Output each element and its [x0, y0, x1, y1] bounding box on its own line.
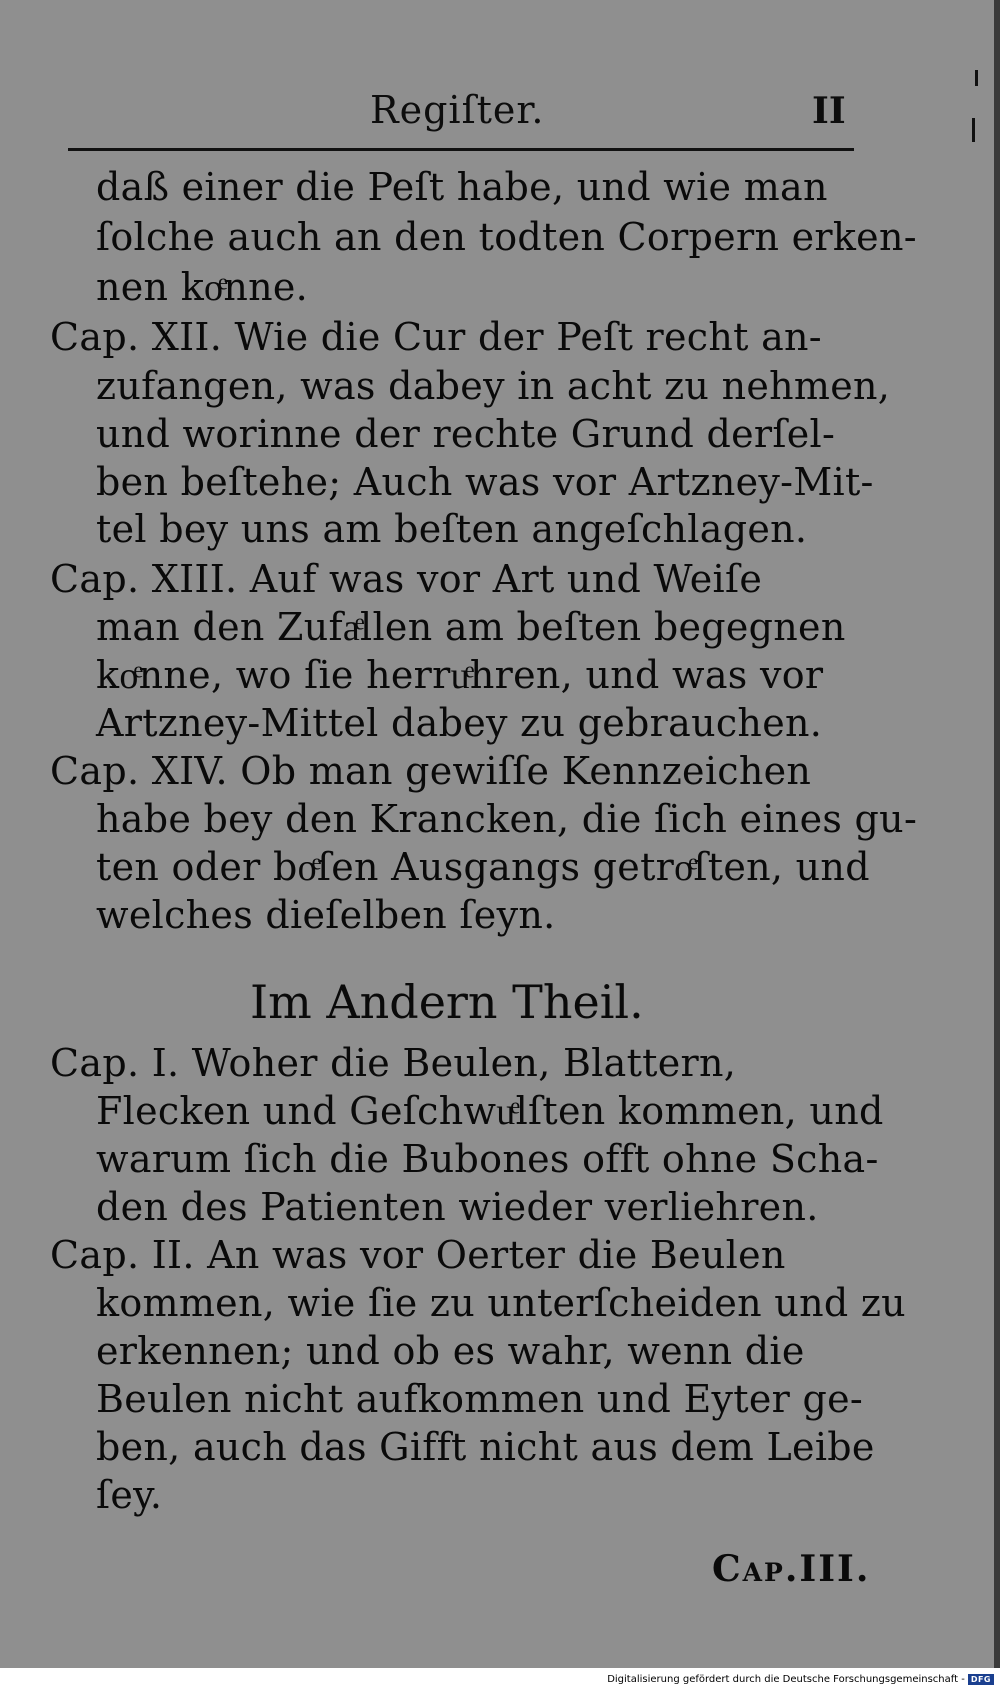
text-line: ben beſtehe; Auch was vor Artzney-Mit- — [96, 460, 874, 504]
chapter-entry-i: Cap. I. Woher die Beulen, Blattern, — [50, 1041, 737, 1085]
catchword: Cap.III. — [712, 1548, 871, 1590]
text-line: erkennen; und ob es wahr, wenn die — [96, 1329, 805, 1373]
running-head: Regiſter. — [370, 88, 545, 132]
text-line: ben, auch das Gifft nicht aus dem Leibe — [96, 1425, 875, 1469]
chapter-entry-xii: Cap. XII. Wie die Cur der Peſt recht an- — [50, 315, 822, 359]
text-line: Flecken und Geſchwuͤlſten kommen, und — [96, 1089, 884, 1133]
chapter-entry-ii: Cap. II. An was vor Oerter die Beulen — [50, 1233, 786, 1277]
text-line: nen koͤnne. — [96, 265, 309, 309]
text-line: kommen, wie ſie zu unterſcheiden und zu — [96, 1281, 906, 1325]
header-rule — [68, 148, 854, 151]
text-line: koͤnne, wo ſie herruͤhren, und was vor — [96, 653, 824, 697]
text-line: den des Patienten wieder verliehren. — [96, 1185, 819, 1229]
text-line: welches dieſelben ſeyn. — [96, 893, 556, 937]
text-line: tel bey uns am beſten angeſchlagen. — [96, 507, 808, 551]
text-line: daß einer die Peſt habe, und wie man — [96, 165, 828, 209]
text-line: habe bey den Krancken, die ſich eines gu- — [96, 797, 918, 841]
edge-mark — [972, 118, 975, 142]
footer-text: Digitalisierung gefördert durch die Deutsche Forschungsgemeinschaft - — [607, 1674, 965, 1685]
chapter-entry-xiv: Cap. XIV. Ob man gewiſſe Kennzeichen — [50, 749, 812, 793]
text-line: Beulen nicht aufkommen und Eyter ge- — [96, 1377, 864, 1421]
page-edge-shadow — [994, 0, 1000, 1668]
text-line: ten oder boͤſen Ausgangs getroͤſten, und — [96, 845, 870, 889]
text-line: zufangen, was dabey in acht zu nehmen, — [96, 364, 891, 408]
section-heading: Im Andern Theil. — [250, 975, 644, 1029]
digitization-footer — [607, 1674, 994, 1685]
edge-mark — [975, 70, 978, 86]
dfg-logo: DFG — [968, 1674, 994, 1685]
text-line: und worinne der rechte Grund derſel- — [96, 412, 836, 456]
text-line: Artzney-Mittel dabey zu gebrauchen. — [96, 701, 823, 745]
text-line: warum ſich die Bubones offt ohne Scha- — [96, 1137, 879, 1181]
text-line: ſey. — [96, 1473, 163, 1517]
text-line: man den Zufaͤllen am beſten begegnen — [96, 605, 846, 649]
chapter-entry-xiii: Cap. XIII. Auf was vor Art und Weiſe — [50, 557, 763, 601]
text-line: ſolche auch an den todten Corpern erken- — [96, 215, 917, 259]
folio-number: II — [812, 90, 846, 132]
